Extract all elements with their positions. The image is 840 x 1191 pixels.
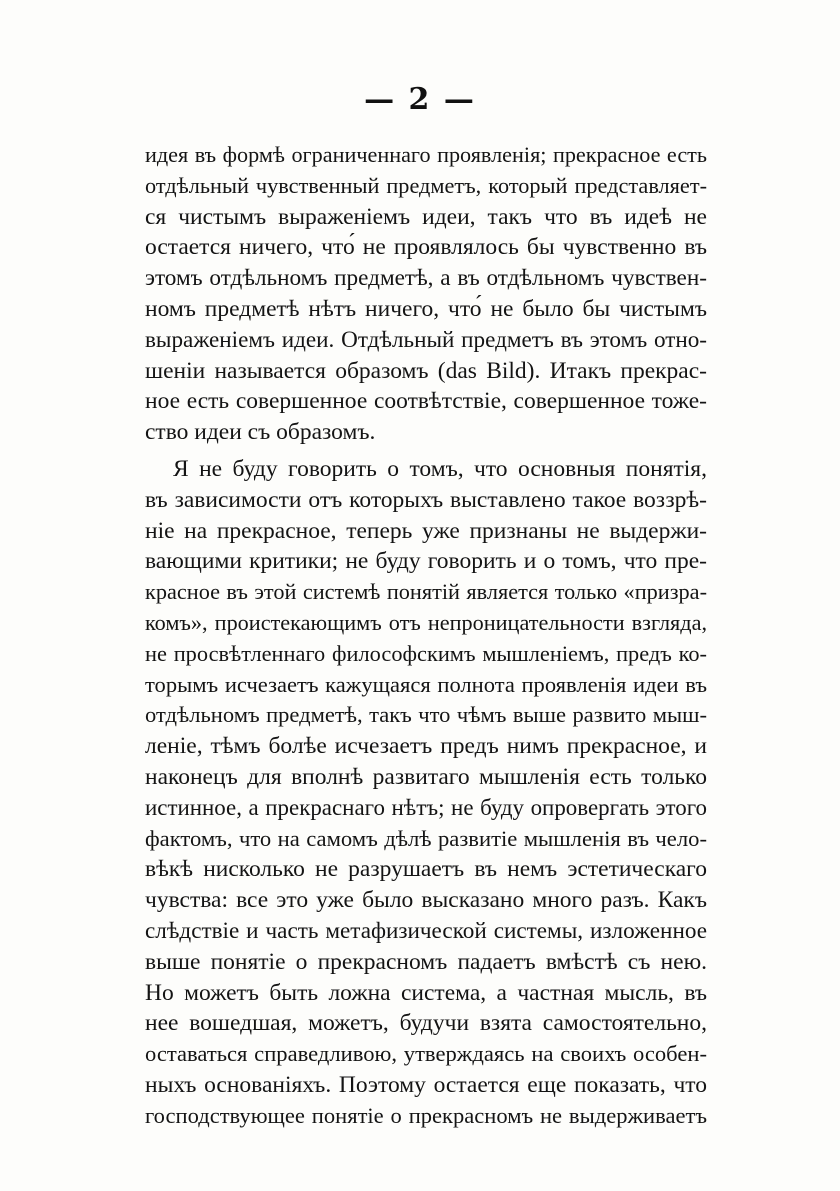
text-line: торымъ исчезаетъ кажущаяся полнота проявленія идеи въ [145,671,707,697]
text-line: идея въ формѣ ограниченнаго проявленія; прекрасное есть [145,142,707,167]
text-line: леніе, тѣмъ болѣе исчезаетъ предъ нимъ прекрасное, и [145,733,707,760]
paragraph-1 [145,140,707,448]
page-number: — 2 — [364,82,476,117]
text-line: нее вошедшая, можетъ, будучи взята самостоятельно, [145,1010,707,1037]
text-line: Я не буду говорить о томъ, что основныя понятія, [173,455,707,482]
text-line: слѣдствіе и часть метафизической системы, изложенное [145,917,707,944]
text-line: отдѣльный чувственный предметъ, который представляет- [145,172,707,198]
text-line: остается ничего, что́ не проявлялось бы чувственно въ [145,234,707,261]
text-line: оставаться справедливою, утверждаясь на своихъ особен- [145,1041,707,1067]
text-line: номъ предметѣ нѣтъ ничего, что́ не было бы чистымъ [145,295,707,322]
text-line: фактомъ, что на самомъ дѣлѣ развитіе мышленія въ чело- [145,825,707,851]
text-line: красное въ этой системѣ понятій является только «призра- [145,579,707,605]
text-line: отдѣльномъ предметѣ, такъ что чѣмъ выше развито мыш- [145,702,707,728]
text-line: ное есть совершенное соотвѣтствіе, совершенное тоже- [145,388,707,415]
text-line: вающими критики; не буду говорить и о томъ, что пре- [145,548,707,575]
text-line: шеніи называется образомъ (das Bild). Итакъ прекрас- [145,357,707,384]
text-line: господствующее понятіе о прекрасномъ не выдерживаетъ [145,1102,707,1128]
text-line: ніе на прекрасное, теперь уже признаны не выдержи- [145,517,707,544]
text-line: ныхъ основаніяхъ. Поэтому остается еще показать, что [145,1071,707,1098]
text-line: выраженіемъ идеи. Отдѣльный предметъ въ этомъ отно- [145,326,707,353]
text-line: ся чистымъ выраженіемъ идеи, такъ что въ идеѣ не [145,203,707,230]
text-line: не просвѣтленнаго философскимъ мышленіемъ, предъ ко- [145,640,707,666]
text-line: чувства: все это уже было высказано много разъ. Какъ [145,887,707,914]
text-line: вѣкѣ нисколько не разрушаетъ въ немъ эстетическаго [145,856,707,883]
body-text [145,140,707,1132]
text-line: истинное, а прекраснаго нѣтъ; не буду опровергать этого [145,794,707,820]
text-line: въ зависимости отъ которыхъ выставлено такое воззрѣ- [145,486,707,513]
text-line: комъ», проистекающимъ отъ непроницательности взгляда, [145,609,707,635]
text-line: выше понятіе о прекрасномъ падаетъ вмѣстѣ съ нею. [145,948,707,975]
paragraph-2 [145,454,707,1132]
text-line: Но можетъ быть ложна система, а частная мысль, въ [145,979,707,1006]
text-line: наконецъ для вполнѣ развитаго мышленія есть только [145,763,707,790]
text-line: этомъ отдѣльномъ предметѣ, а въ отдѣльномъ чувствен- [145,265,707,292]
text-line: ство идеи съ образомъ. [145,419,376,446]
